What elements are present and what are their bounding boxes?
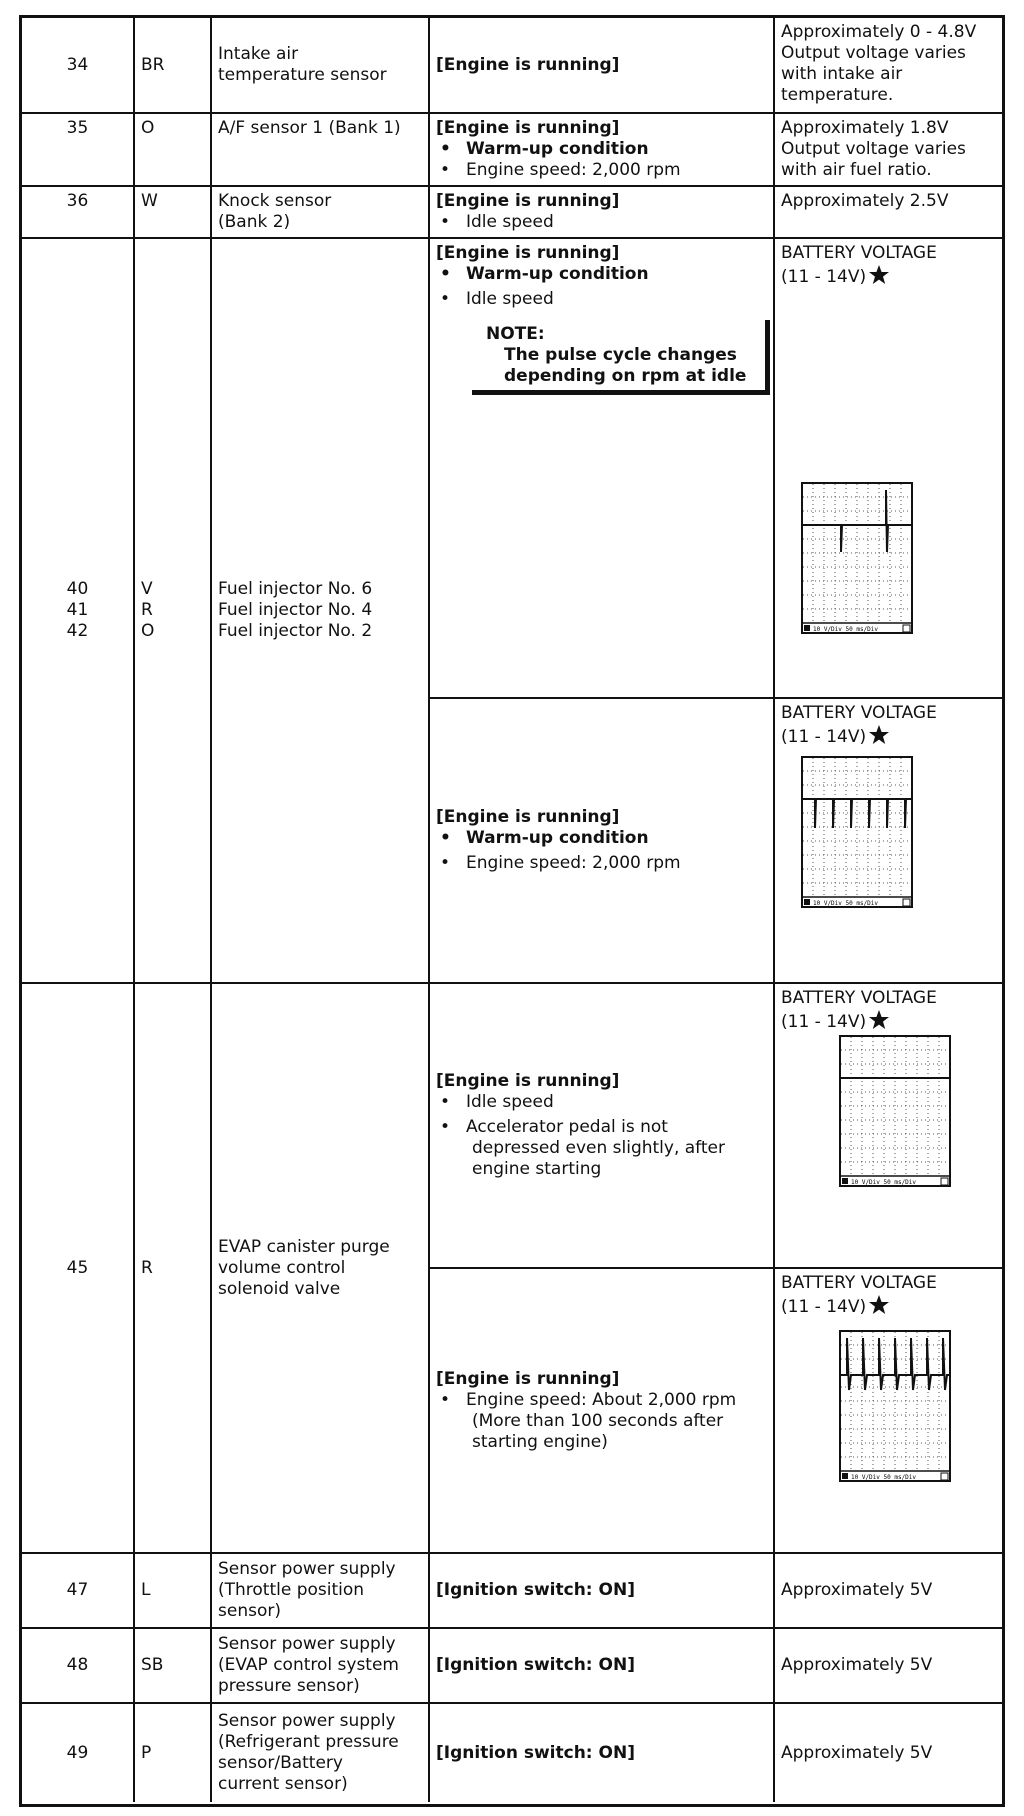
condition: [Engine is running] • Warm-up condition • Engine speed: 2,000 rpm — [429, 698, 774, 983]
terminal-no: 40 41 42 — [22, 238, 134, 983]
wire-color: L — [134, 1553, 211, 1628]
table-row — [22, 186, 1003, 238]
item-name: A/F sensor 1 (Bank 1) — [211, 113, 429, 186]
svg-text:10 V/Div 50 ms/Div: 10 V/Div 50 ms/Div — [851, 1179, 917, 1186]
condition: [Ignition switch: ON] — [429, 1628, 774, 1703]
terminal-no: 45 — [22, 983, 134, 1553]
data-value: Approximately 5V — [774, 1703, 1003, 1802]
item-name: EVAP canister purge volume control solenoid valve — [211, 983, 429, 1553]
wire-color: V R O — [134, 238, 211, 983]
condition: [Engine is running] — [429, 18, 774, 113]
item-name: Knock sensor (Bank 2) — [211, 186, 429, 238]
oscilloscope-waveform-icon — [801, 482, 913, 634]
wire-color: O — [134, 113, 211, 186]
terminal-no: 36 — [22, 186, 134, 238]
item-name: Sensor power supply (Throttle position sensor) — [211, 1553, 429, 1628]
data-value: Approximately 0 - 4.8V Output voltage varies with intake air temperature. — [774, 18, 1003, 113]
terminal-no: 34 — [22, 18, 134, 113]
condition: [Engine is running] • Warm-up condition • Idle speed NOTE: The pulse cycle changes depending on rpm at idle — [429, 238, 774, 698]
data-value: BATTERY VOLTAGE (11 - 14V) 10 V/Div 50 ms/Div — [774, 238, 1003, 698]
table-row — [22, 238, 1003, 698]
oscilloscope-waveform-icon — [801, 756, 913, 908]
data-value: Approximately 2.5V — [774, 186, 1003, 238]
data-value: BATTERY VOLTAGE (11 - 14V) 10 V/Div 50 ms/Div — [774, 698, 1003, 983]
oscilloscope-waveform-icon — [839, 1330, 951, 1482]
data-value: Approximately 1.8V Output voltage varies with air fuel ratio. — [774, 113, 1003, 186]
terminal-no: 35 — [22, 113, 134, 186]
svg-text:10 V/Div 50 ms/Div: 10 V/Div 50 ms/Div — [813, 900, 879, 907]
condition: [Ignition switch: ON] — [429, 1553, 774, 1628]
oscilloscope-waveform-icon — [839, 1035, 951, 1187]
item-name: Intake air temperature sensor — [211, 18, 429, 113]
data-value: Approximately 5V — [774, 1628, 1003, 1703]
condition: [Engine is running] • Idle speed • Accelerator pedal is not depressed even slightly, after engine starting — [429, 983, 774, 1268]
star-icon — [868, 1294, 890, 1316]
table-row — [22, 1628, 1003, 1703]
condition: [Engine is running] • Warm-up condition • Engine speed: 2,000 rpm — [429, 113, 774, 186]
table-row — [22, 1703, 1003, 1802]
data-value: BATTERY VOLTAGE (11 - 14V) 10 V/Div 50 ms/Div — [774, 983, 1003, 1268]
star-icon — [868, 264, 890, 286]
table-row — [22, 113, 1003, 186]
condition: [Engine is running] • Idle speed — [429, 186, 774, 238]
svg-text:10 V/Div 50 ms/Div: 10 V/Div 50 ms/Div — [851, 1474, 917, 1481]
svg-text:10 V/Div 50 ms/Div: 10 V/Div 50 ms/Div — [813, 626, 879, 633]
table-row — [22, 18, 1003, 113]
note-box: NOTE: The pulse cycle changes depending on rpm at idle — [472, 324, 762, 395]
condition: [Ignition switch: ON] — [429, 1703, 774, 1802]
item-name: Fuel injector No. 6 Fuel injector No. 4 Fuel injector No. 2 — [211, 238, 429, 983]
terminal-no: 49 — [22, 1703, 134, 1802]
star-icon — [868, 1009, 890, 1031]
wire-color: R — [134, 983, 211, 1553]
terminal-no: 47 — [22, 1553, 134, 1628]
terminal-spec-sheet — [19, 15, 1005, 1807]
table-row — [22, 1553, 1003, 1628]
terminal-no: 48 — [22, 1628, 134, 1703]
wire-color: P — [134, 1703, 211, 1802]
condition: [Engine is running] • Engine speed: About 2,000 rpm (More than 100 seconds after starting engine) — [429, 1268, 774, 1553]
item-name: Sensor power supply (EVAP control system pressure sensor) — [211, 1628, 429, 1703]
data-value: Approximately 5V — [774, 1553, 1003, 1628]
data-value: BATTERY VOLTAGE (11 - 14V) 10 V/Div 50 ms/Div — [774, 1268, 1003, 1553]
ecm-terminal-table — [22, 18, 1003, 1802]
item-name: Sensor power supply (Refrigerant pressure sensor/Battery current sensor) — [211, 1703, 429, 1802]
table-row — [22, 983, 1003, 1268]
wire-color: BR — [134, 18, 211, 113]
wire-color: SB — [134, 1628, 211, 1703]
star-icon — [868, 724, 890, 746]
wire-color: W — [134, 186, 211, 238]
